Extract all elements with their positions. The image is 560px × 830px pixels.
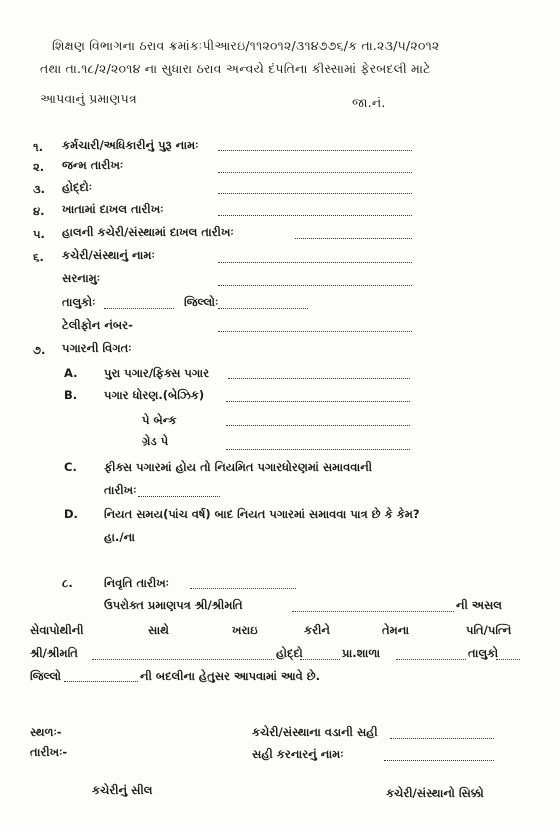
taluka-label: તાલુકોઃ [62,295,96,309]
item-number: ૩. [33,182,46,196]
salary-details-label: પગારની વિગતઃ [62,341,132,355]
pay-scale-basic-label: પગાર ધોરણ.(બેઝિક) [104,388,205,402]
grade-pay-field[interactable] [226,449,410,450]
retirement-date-field[interactable] [190,588,296,589]
head-signature-label: કચેરી/સંસ્થાના વડાની સહી [252,725,378,739]
header-line-2: તથા તા.૧૮/૨/૨૦૧૪ ના સુધારા ઠરાવ અન્વયે દંપતિના કીસ્સામાં ફેરબદલી માટે [40,61,431,76]
current-office-join-date-label: હાલની કચેરી/સંસ્થામાં દાખલ તારીખઃ [62,225,234,239]
department-join-date-field[interactable] [218,215,412,216]
item-number: ૮. [62,576,73,590]
header-line-1: શિક્ષણ વિભાગના ઠરાવ ક્રમાંકઃપીઆરઇ/૧૧૨૦૧૨/૩૧૪૭૭૬/ક તા.૨૩/૫/૨૦૧૨ [52,38,440,53]
signer-name-field[interactable] [384,760,494,761]
designation-field[interactable] [218,193,412,194]
date-label: તારીખઃ- [30,745,68,759]
sub-item-letter: C. [64,460,77,474]
spouse-taluka-field[interactable] [496,659,520,660]
spouse-designation-label: હોદ્દો [276,646,303,660]
regular-pay-inclusion-label: ફીક્સ પગારમાં હોય તો નિયમિત પગારધોરણમાં સમાવવાની [104,460,373,474]
head-signature-field[interactable] [390,738,494,739]
certificate-word: તેમના [382,623,410,637]
item-number: ૪. [33,204,45,218]
institution-stamp-label: કચેરી/સંસ્થાનો સિક્કો [386,786,484,800]
header-line-3: આપવાનું પ્રમાણપત્ર [40,91,137,106]
regular-pay-inclusion-date-field[interactable] [138,496,220,497]
phone-label: ટેલીફોન નંબર- [62,318,133,332]
item-number: ૫. [33,227,45,241]
certificate-word: સાથે [148,623,169,637]
certificate-word: ખરાઇ [232,623,258,637]
district-label: જિલ્લોઃ [184,295,219,309]
employee-name-label: કર્મચારી/અધિકારીનું પુરૂ નામઃ [62,138,199,152]
birth-date-label: જન્મ તારીખઃ [62,158,124,172]
item-number: ૧. [33,140,44,154]
certificate-word: પતિ/પત્નિ [466,623,512,637]
certificate-text: ઉપરોક્ત પ્રમાણપત્ર શ્રી/શ્રીમતિ [104,598,243,612]
spouse-taluka-label: તાલુકો [468,646,499,660]
spouse-district-field[interactable] [64,681,138,682]
full-fixed-pay-label: પુરા પગાર/ફિક્સ પગાર [104,366,210,380]
primary-school-label: પ્રા.શાળા [342,646,381,660]
office-name-field[interactable] [218,262,412,263]
address-label: સરનામુઃ [62,271,101,285]
item-number: ૬. [33,250,44,264]
employee-name-cert-field[interactable] [292,611,454,612]
certificate-word: કરીને [304,623,330,637]
place-label: સ્થળઃ- [30,725,62,739]
address-field[interactable] [218,285,412,286]
grade-pay-label: ગ્રેડ પે [142,434,169,448]
designation-label: હોદ્દોઃ [62,180,93,194]
certificate-text-original: ની અસલ [456,598,503,612]
birth-date-field[interactable] [218,172,412,173]
yes-no-option[interactable]: હા./ના [104,530,135,544]
certificate-word: સેવાપોથીની [30,623,84,637]
office-seal-label: કચેરીનું સીલ [92,783,153,797]
department-join-date-label: ખાતામાં દાખલ તારીખઃ [62,202,164,216]
district-field[interactable] [218,308,308,309]
item-number: ૨. [33,160,45,174]
spouse-designation-field[interactable] [300,659,340,660]
retirement-date-label: નિવૃતિ તારીખઃ [104,576,169,590]
employee-name-field[interactable] [218,150,412,151]
pay-scale-basic-field[interactable] [226,401,410,402]
transfer-purpose-text: ની બદલીના હેતુસર આપવામાં આવે છે. [140,669,321,683]
current-office-join-date-field[interactable] [295,238,412,239]
pay-band-label: પે બેન્ક [142,413,177,427]
fixed-pay-eligibility-label: નિયત સમય(પાંચ વર્ષ) બાદ નિયત પગારમાં સમાવવા પાત્ર છે કે કેમ? [104,507,420,521]
phone-field[interactable] [218,331,412,332]
sub-item-letter: D. [64,507,78,521]
reference-number-label: જા.નં. [352,95,386,110]
spouse-name-field[interactable] [92,659,274,660]
signer-name-label: સહી કરનારનું નામઃ [252,747,344,761]
spouse-label: શ્રી/શ્રીમતિ [30,646,78,660]
full-fixed-pay-field[interactable] [228,378,410,379]
sub-item-letter: A. [64,366,78,380]
item-number: ૭. [33,343,46,357]
regular-pay-inclusion-date-label: તારીખઃ [104,483,137,497]
spouse-district-label: જિલ્લો [30,669,62,683]
office-name-label: કચેરી/સંસ્થાનું નામઃ [62,248,155,262]
pay-band-field[interactable] [226,425,410,426]
taluka-field[interactable] [104,308,174,309]
sub-item-letter: B. [64,388,78,402]
primary-school-field[interactable] [396,659,466,660]
